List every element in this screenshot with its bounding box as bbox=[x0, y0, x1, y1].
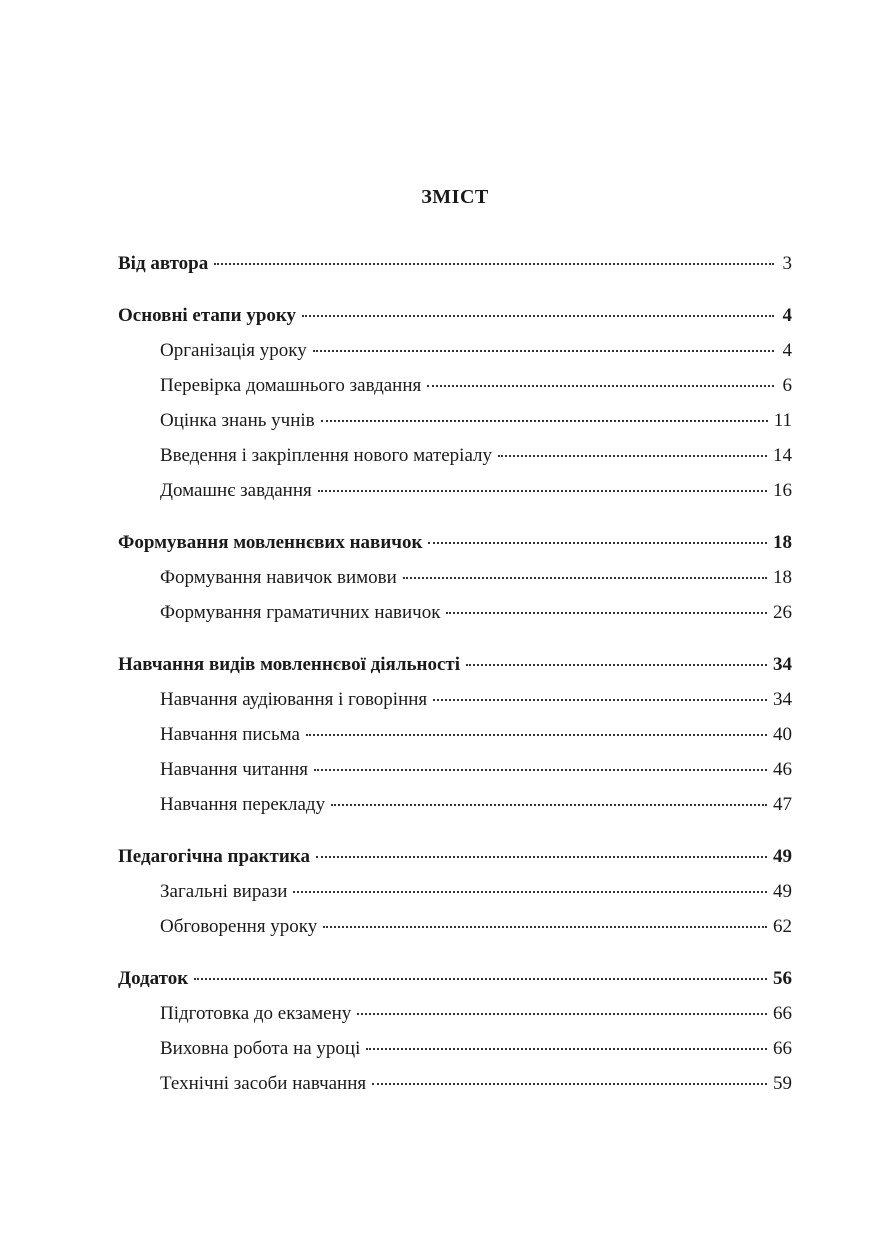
dot-leader bbox=[427, 385, 774, 387]
dot-leader bbox=[314, 769, 767, 771]
toc-section-label: Додаток bbox=[118, 968, 189, 989]
toc-page-number: 49 bbox=[773, 881, 792, 902]
dot-leader bbox=[214, 263, 774, 265]
dot-leader bbox=[316, 856, 767, 858]
toc-entry[interactable] bbox=[118, 1000, 792, 1035]
dot-leader bbox=[366, 1048, 767, 1050]
toc-entry-label: Навчання перекладу bbox=[160, 794, 326, 815]
toc-page-number: 4 bbox=[782, 340, 792, 361]
toc-entry[interactable] bbox=[118, 599, 792, 634]
dot-leader bbox=[433, 699, 767, 701]
toc-page-number: 14 bbox=[773, 445, 792, 466]
toc-page-number: 66 bbox=[773, 1038, 792, 1059]
toc-entry-label: Підготовка до екзамену bbox=[160, 1003, 352, 1024]
toc-page-number: 3 bbox=[782, 253, 792, 274]
toc-entry-label: Технічні засоби навчання bbox=[160, 1073, 367, 1094]
dot-leader bbox=[321, 420, 768, 422]
dot-leader bbox=[293, 891, 767, 893]
toc-entry[interactable] bbox=[118, 564, 792, 599]
dot-leader bbox=[446, 612, 767, 614]
toc-section-heading[interactable] bbox=[118, 250, 792, 285]
dot-leader bbox=[428, 542, 767, 544]
toc-page-number: 18 bbox=[773, 532, 792, 553]
toc-page-number: 34 bbox=[773, 654, 792, 675]
toc-entry-label: Виховна робота на уроці bbox=[160, 1038, 361, 1059]
toc-page-number: 49 bbox=[773, 846, 792, 867]
toc-entry[interactable] bbox=[118, 372, 792, 407]
toc-section bbox=[118, 651, 792, 826]
toc-entry-label: Організація уроку bbox=[160, 340, 307, 361]
toc-section bbox=[118, 302, 792, 512]
dot-leader bbox=[313, 350, 774, 352]
toc-entry-label: Домашнє завдання bbox=[160, 480, 312, 501]
toc-entry[interactable] bbox=[118, 442, 792, 477]
toc-page-number: 56 bbox=[773, 968, 792, 989]
toc-page-number: 59 bbox=[773, 1073, 792, 1094]
toc-section-label: Від автора bbox=[118, 253, 209, 274]
dot-leader bbox=[302, 315, 774, 317]
toc-entry[interactable] bbox=[118, 407, 792, 442]
toc-entry-label: Навчання аудіювання і говоріння bbox=[160, 689, 428, 710]
toc-entry[interactable] bbox=[118, 686, 792, 721]
toc-page-number: 66 bbox=[773, 1003, 792, 1024]
toc-section-heading[interactable] bbox=[118, 965, 792, 1000]
toc-section-heading[interactable] bbox=[118, 651, 792, 686]
toc-entry[interactable] bbox=[118, 337, 792, 372]
toc-section-label: Формування мовленнєвих навичок bbox=[118, 532, 423, 553]
dot-leader bbox=[306, 734, 767, 736]
toc-entry-label: Навчання читання bbox=[160, 759, 308, 780]
toc-section-heading[interactable] bbox=[118, 302, 792, 337]
toc-entry[interactable] bbox=[118, 756, 792, 791]
toc-entry-label: Обговорення уроку bbox=[160, 916, 318, 937]
dot-leader bbox=[357, 1013, 767, 1015]
toc-entry[interactable] bbox=[118, 477, 792, 512]
dot-leader bbox=[323, 926, 767, 928]
dot-leader bbox=[318, 490, 767, 492]
toc-entry-label: Введення і закріплення нового матеріалу bbox=[160, 445, 493, 466]
toc-entry[interactable] bbox=[118, 1070, 792, 1105]
toc-entry-label: Перевірка домашнього завдання bbox=[160, 375, 422, 396]
toc-page-number: 6 bbox=[782, 375, 792, 396]
toc-page-number: 4 bbox=[782, 305, 792, 326]
toc-section-label: Педагогічна практика bbox=[118, 846, 310, 867]
page-title: ЗМІСТ bbox=[421, 186, 489, 208]
toc-page-number: 26 bbox=[773, 602, 792, 623]
toc-section bbox=[118, 965, 792, 1105]
dot-leader bbox=[466, 664, 767, 666]
toc-section-label: Основні етапи уроку bbox=[118, 305, 297, 326]
toc-entry[interactable] bbox=[118, 913, 792, 948]
toc-entry[interactable] bbox=[118, 878, 792, 913]
toc-entry-label: Формування граматичних навичок bbox=[160, 602, 441, 623]
dot-leader bbox=[403, 577, 767, 579]
toc-page-number: 62 bbox=[773, 916, 792, 937]
toc-section-label: Навчання видів мовленнєвої діяльності bbox=[118, 654, 461, 675]
toc-page-number: 47 bbox=[773, 794, 792, 815]
toc-page-number: 16 bbox=[773, 480, 792, 501]
toc-entry-label: Оцінка знань учнів bbox=[160, 410, 315, 431]
toc-section-heading[interactable] bbox=[118, 529, 792, 564]
toc-page-number: 18 bbox=[773, 567, 792, 588]
toc-entry[interactable] bbox=[118, 791, 792, 826]
toc-entry-label: Формування навичок вимови bbox=[160, 567, 397, 588]
toc-entry-label: Загальні вирази bbox=[160, 881, 288, 902]
dot-leader bbox=[331, 804, 767, 806]
toc-section bbox=[118, 250, 792, 285]
toc-page-number: 46 bbox=[773, 759, 792, 780]
toc-page-number: 34 bbox=[773, 689, 792, 710]
toc-page-number: 11 bbox=[773, 410, 792, 431]
table-of-contents bbox=[118, 250, 792, 1122]
dot-leader bbox=[498, 455, 767, 457]
toc-section bbox=[118, 843, 792, 948]
toc-page-number: 40 bbox=[773, 724, 792, 745]
toc-section-heading[interactable] bbox=[118, 843, 792, 878]
dot-leader bbox=[194, 978, 767, 980]
toc-entry[interactable] bbox=[118, 721, 792, 756]
toc-entry-label: Навчання письма bbox=[160, 724, 300, 745]
toc-entry[interactable] bbox=[118, 1035, 792, 1070]
toc-section bbox=[118, 529, 792, 634]
dot-leader bbox=[372, 1083, 767, 1085]
